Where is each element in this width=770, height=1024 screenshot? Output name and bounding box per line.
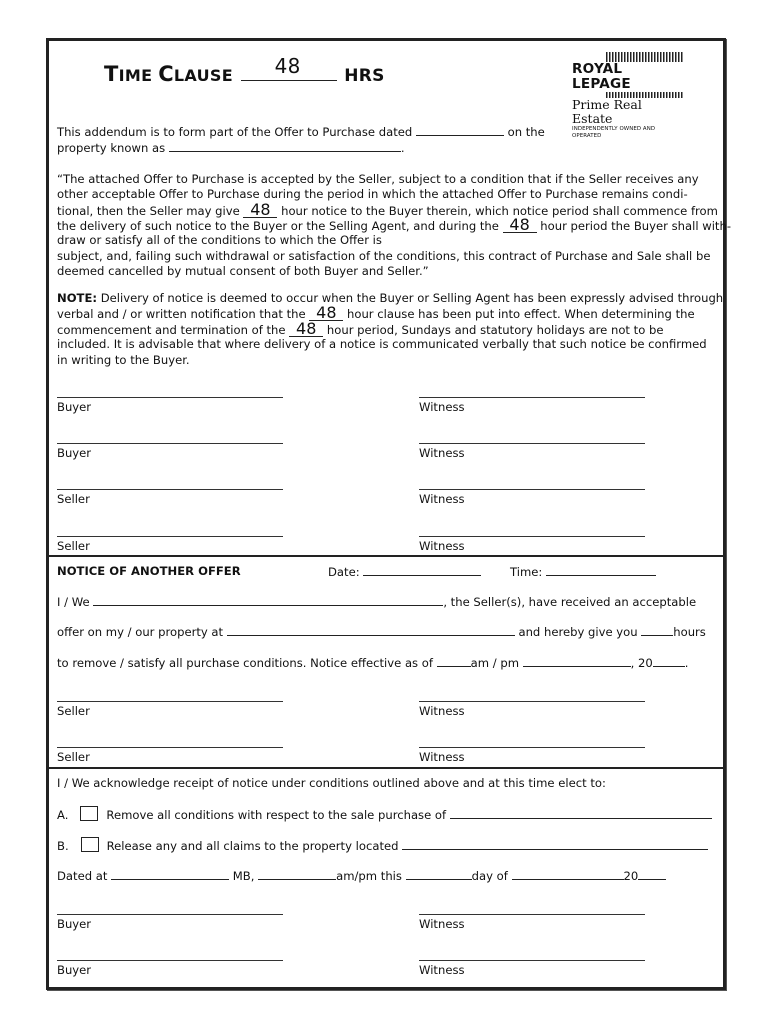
- dated-time-field[interactable]: [258, 870, 336, 880]
- dated-at-field[interactable]: [111, 870, 229, 880]
- signature-seller-2[interactable]: [57, 536, 283, 553]
- logo-brand: ROYAL LEPAGE: [572, 61, 631, 92]
- option-b-checkbox[interactable]: [81, 837, 99, 852]
- property-field[interactable]: [169, 142, 401, 152]
- signature-label: Buyer: [57, 917, 92, 931]
- notice-hours-field[interactable]: 48: [243, 203, 277, 218]
- section-divider: [46, 555, 723, 557]
- signature-buyer-1[interactable]: [57, 397, 283, 414]
- notice-line-1: I / We , the Seller(s), have received an acceptable: [57, 595, 697, 609]
- note-hours-field-2[interactable]: 48: [289, 322, 323, 337]
- signature-label: Witness: [419, 704, 465, 718]
- intro-line-1: This addendum is to form part of the Offer to Purchase dated on the: [57, 125, 545, 139]
- ack-signature-buyer-2[interactable]: [57, 960, 283, 977]
- ack-signature-buyer-1[interactable]: [57, 914, 283, 931]
- clause-line-7: deemed cancelled by mutual consent of both Buyer and Seller.”: [57, 264, 429, 278]
- notice-hours-given-field[interactable]: [641, 626, 673, 636]
- ack-option-b: B. Release any and all claims to the property located: [57, 837, 708, 854]
- page-title: TIME CLAUSE 48 HRS: [104, 54, 385, 86]
- option-b-field[interactable]: [402, 840, 708, 850]
- ack-option-a: A. Remove all conditions with respect to the sale purchase of: [57, 806, 712, 823]
- signature-label: Seller: [57, 704, 90, 718]
- clause-line-6: subject, and, failing such withdrawal or satisfaction of the conditions, this contract of Purchase and Sale shall be: [57, 249, 711, 263]
- ack-signature-witness-1[interactable]: [419, 914, 645, 931]
- signature-witness-4[interactable]: [419, 536, 645, 553]
- signature-label: Witness: [419, 539, 465, 553]
- clause-line-1: “The attached Offer to Purchase is accepted by the Seller, subject to a condition that if the Seller receives any: [57, 172, 699, 186]
- option-a-checkbox[interactable]: [80, 806, 98, 821]
- logo-office: Prime Real Estate: [572, 97, 642, 126]
- dated-day-field[interactable]: [406, 870, 472, 880]
- notice-heading: NOTICE OF ANOTHER OFFER: [57, 564, 241, 578]
- ack-signature-witness-2[interactable]: [419, 960, 645, 977]
- notice-effective-year-field[interactable]: [653, 657, 685, 667]
- notice-date-row: Date:: [328, 565, 481, 580]
- option-a-field[interactable]: [450, 809, 712, 819]
- clause-line-4: the delivery of such notice to the Buyer or the Selling Agent, and during the 48 hour period the Buyer shall with-: [57, 215, 732, 234]
- notice-signature-witness-2[interactable]: [419, 747, 645, 764]
- note-line-3: commencement and termination of the 48 hour period, Sundays and statutory holidays are not to be: [57, 319, 664, 338]
- signature-label: Buyer: [57, 963, 92, 977]
- signature-label: Seller: [57, 539, 90, 553]
- royal-lepage-logo: [572, 52, 684, 139]
- note-line-5: in writing to the Buyer.: [57, 353, 190, 367]
- note-line-4: included. It is advisable that where delivery of a notice is communicated verbally that such notice be confirmed: [57, 337, 707, 351]
- sellers-name-field[interactable]: [93, 596, 443, 606]
- clause-line-2: other acceptable Offer to Purchase during the period in which the attached Offer to Purchase remains condi-: [57, 187, 688, 201]
- signature-label: Witness: [419, 963, 465, 977]
- signature-label: Witness: [419, 917, 465, 931]
- signature-label: Buyer: [57, 400, 92, 414]
- period-hours-field[interactable]: 48: [503, 218, 537, 233]
- signature-label: Seller: [57, 492, 90, 506]
- notice-line-2: offer on my / our property at and hereby give you hours: [57, 625, 706, 639]
- signature-witness-2[interactable]: [419, 443, 645, 460]
- intro-line-2: property known as .: [57, 141, 405, 155]
- signature-buyer-2[interactable]: [57, 443, 283, 460]
- signature-witness-1[interactable]: [419, 397, 645, 414]
- offer-date-field[interactable]: [416, 126, 504, 136]
- signature-label: Witness: [419, 400, 465, 414]
- note-line-1: NOTE: Delivery of notice is deemed to occur when the Buyer or Selling Agent has been expressly advised through: [57, 291, 724, 305]
- signature-seller-1[interactable]: [57, 489, 283, 506]
- signature-label: Witness: [419, 446, 465, 460]
- notice-signature-seller-1[interactable]: [57, 701, 283, 718]
- dated-month-field[interactable]: [512, 870, 624, 880]
- dated-year-field[interactable]: [638, 870, 666, 880]
- notice-line-3: to remove / satisfy all purchase conditions. Notice effective as of am / pm , 20 .: [57, 656, 689, 670]
- notice-time-row: Time:: [510, 565, 656, 580]
- title-hours-field[interactable]: 48: [241, 62, 337, 81]
- signature-label: Witness: [419, 492, 465, 506]
- notice-date-field[interactable]: [363, 566, 481, 576]
- notice-signature-seller-2[interactable]: [57, 747, 283, 764]
- ack-line-1: I / We acknowledge receipt of notice under conditions outlined above and at this time elect to:: [57, 776, 606, 790]
- ack-dated-line: Dated at MB, am/pm this day of 20: [57, 869, 666, 884]
- notice-time-field[interactable]: [546, 566, 656, 576]
- notice-property-field[interactable]: [227, 626, 515, 636]
- logo-tagline: INDEPENDENTLY OWNED AND OPERATED: [572, 126, 656, 139]
- section-divider: [46, 767, 723, 769]
- signature-label: Witness: [419, 750, 465, 764]
- note-line-2: verbal and / or written notification that the 48 hour clause has been put into effect. When determining the: [57, 303, 695, 322]
- clause-line-5: draw or satisfy all of the conditions to which the Offer is: [57, 233, 382, 247]
- notice-effective-time-field[interactable]: [437, 657, 471, 667]
- clause-line-3: tional, then the Seller may give 48 hour notice to the Buyer therein, which notice period shall commence from: [57, 200, 718, 219]
- signature-label: Seller: [57, 750, 90, 764]
- signature-label: Buyer: [57, 446, 92, 460]
- notice-effective-date-field[interactable]: [523, 657, 631, 667]
- notice-signature-witness-1[interactable]: [419, 701, 645, 718]
- signature-witness-3[interactable]: [419, 489, 645, 506]
- note-hours-field-1[interactable]: 48: [309, 306, 343, 321]
